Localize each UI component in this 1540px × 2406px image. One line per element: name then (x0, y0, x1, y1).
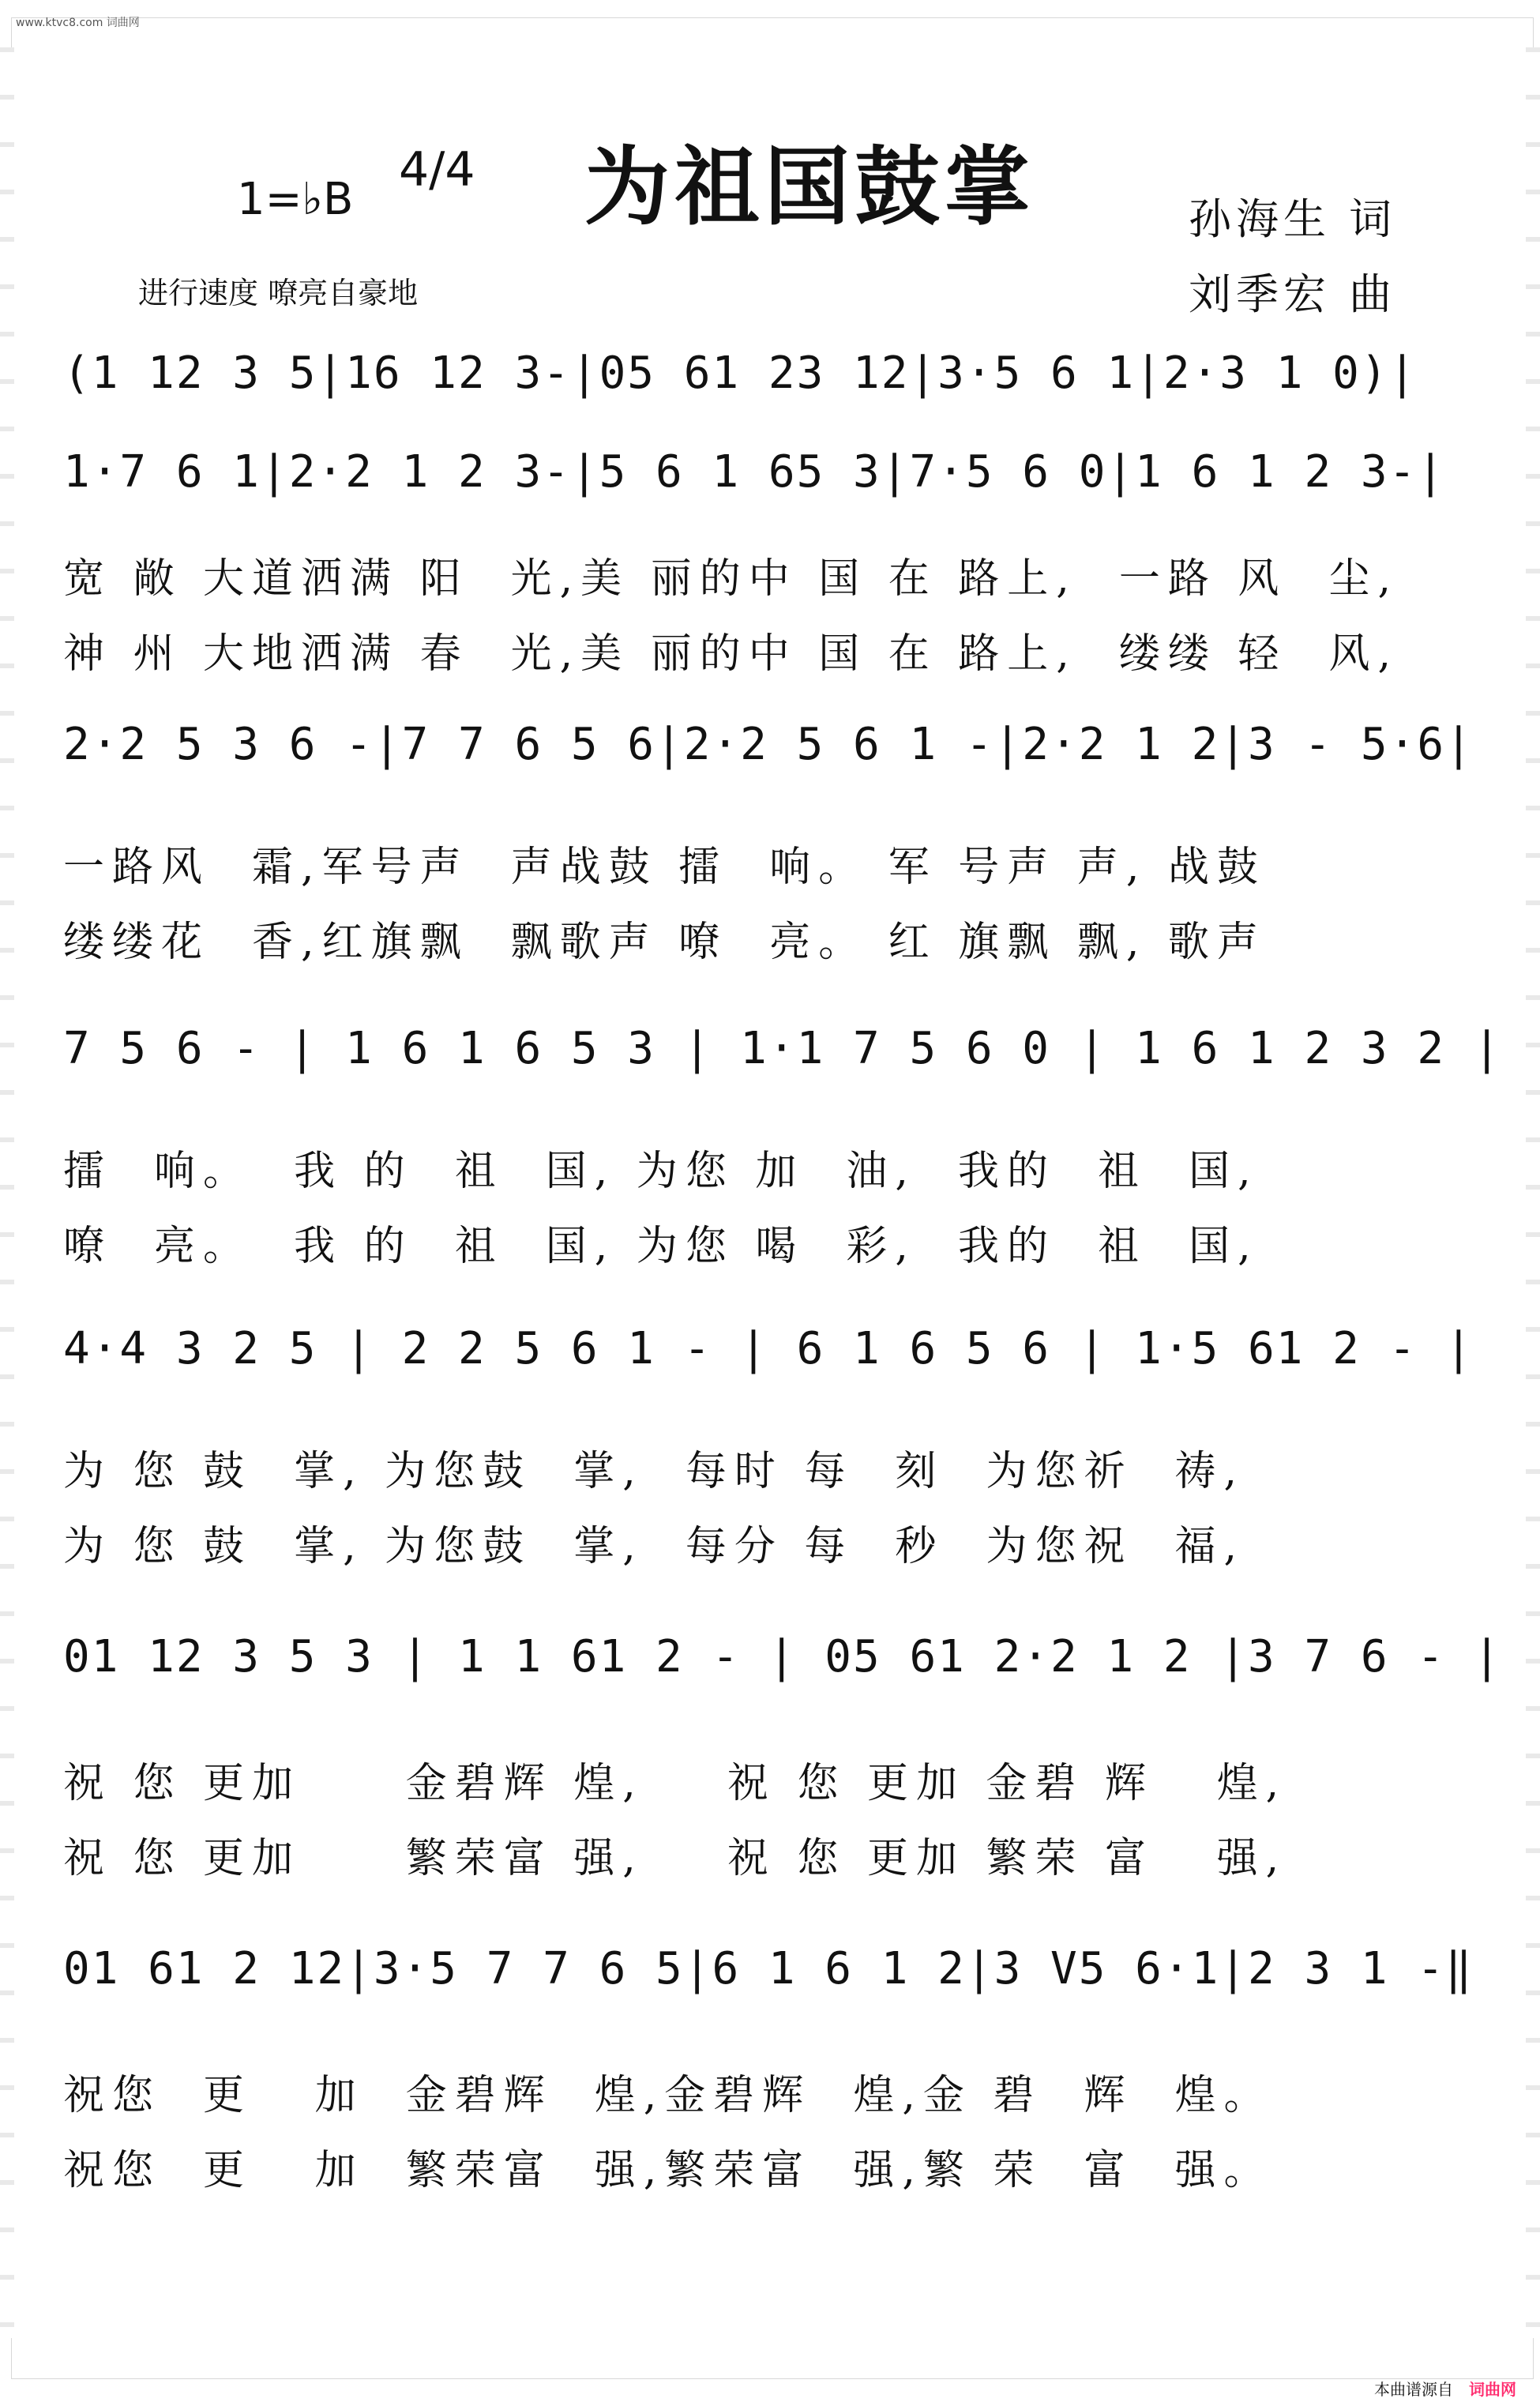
notation-line-2: 1·7 6 1|2·2 1 2 3-|5 6 1 65 3|7·5 6 0|1 6 1 2 3-| (63, 446, 1446, 498)
source-url: www.ktvc8.com 词曲网 (16, 17, 140, 29)
lyric-line-3-verse-1: 一路风 霜,军号声 声战鼓 擂 响。 军 号声 声, 战鼓 (63, 844, 1266, 891)
right-watermark-strip (1526, 47, 1540, 2338)
footer-credit (1374, 2377, 1516, 2400)
time-signature: 4/4 (399, 142, 475, 197)
lyricist-credit: 孙海生 词 (1189, 194, 1397, 244)
lyric-line-7-verse-2: 祝您 更 加 繁荣富 强,繁荣富 强,繁 荣 富 强。 (63, 2147, 1273, 2194)
lyric-line-7-verse-1: 祝您 更 加 金碧辉 煌,金碧辉 煌,金 碧 辉 煌。 (63, 2072, 1273, 2119)
notation-line-4: 7 5 6 - | 1 6 1 6 5 3 | 1·1 7 5 6 0 | 1 6 1 2 3 2 | (63, 1023, 1502, 1074)
notation-line-3: 2·2 5 3 6 -|7 7 6 5 6|2·2 5 6 1 -|2·2 1 2|3 - 5·6| (63, 719, 1474, 770)
lyric-line-2-verse-1: 宽 敞 大道洒满 阳 光,美 丽的中 国 在 路上, 一路 风 尘, (63, 555, 1399, 603)
composer-credit: 刘季宏 曲 (1189, 269, 1397, 319)
lyric-line-6-verse-2: 祝 您 更加 繁荣富 强, 祝 您 更加 繁荣 富 强, (63, 1835, 1287, 1882)
notation-line-5: 4·4 3 2 5 | 2 2 5 6 1 - | 6 1 6 5 6 | 1·5 61 2 - | (63, 1323, 1474, 1374)
notation-line-1: (1 12 3 5|16 12 3-|05 61 23 12|3·5 6 1|2·3 1 0)| (63, 348, 1418, 399)
lyric-line-4-verse-2: 嘹 亮。 我 的 祖 国, 为您 喝 彩, 我的 祖 国, (63, 1223, 1259, 1270)
lyric-line-5-verse-1: 为 您 鼓 掌, 为您鼓 掌, 每时 每 刻 为您祈 祷, (63, 1448, 1245, 1495)
footer-brand[interactable]: 词曲网 (1469, 2380, 1516, 2399)
tempo-marking: 进行速度 嘹亮自豪地 (138, 276, 419, 310)
key-signature: 1=♭B (237, 174, 354, 225)
lyric-line-5-verse-2: 为 您 鼓 掌, 为您鼓 掌, 每分 每 秒 为您祝 福, (63, 1523, 1245, 1570)
footer-note: 本曲谱源自 (1374, 2380, 1453, 2399)
notation-line-7: 01 61 2 12|3·5 7 7 6 5|6 1 6 1 2|3 V5 6·1|2 3 1 -‖ (63, 1943, 1474, 1994)
lyric-line-6-verse-1: 祝 您 更加 金碧辉 煌, 祝 您 更加 金碧 辉 煌, (63, 1760, 1287, 1807)
lyric-line-3-verse-2: 缕缕花 香,红旗飘 飘歌声 嘹 亮。 红 旗飘 飘, 歌声 (63, 919, 1266, 966)
song-title: 为祖国鼓掌 (584, 138, 1035, 237)
left-watermark-strip (0, 47, 14, 2338)
notation-line-6: 01 12 3 5 3 | 1 1 61 2 - | 05 61 2·2 1 2 |3 7 6 - | (63, 1631, 1502, 1682)
lyric-line-2-verse-2: 神 州 大地洒满 春 光,美 丽的中 国 在 路上, 缕缕 轻 风, (63, 630, 1399, 678)
lyric-line-4-verse-1: 擂 响。 我 的 祖 国, 为您 加 油, 我的 祖 国, (63, 1148, 1259, 1195)
